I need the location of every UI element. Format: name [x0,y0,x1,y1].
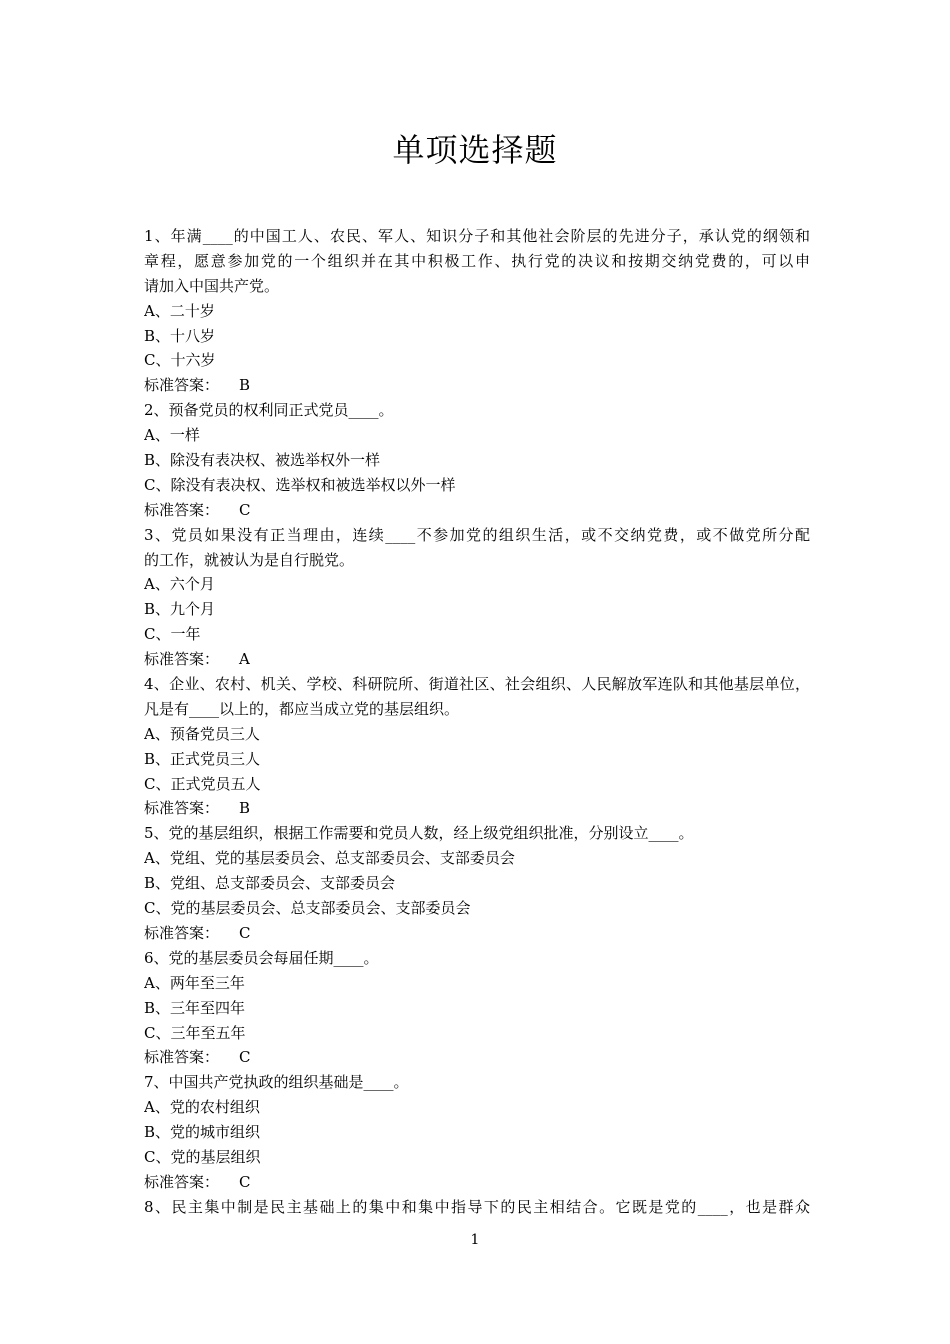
question-text: 8、民主集中制是民主基础上的集中和集中指导下的民主相结合。它既是党的____，也是群众 [144,1197,810,1216]
answer-option: B、党组、总支部委员会、支部委员会 [144,874,396,893]
answer-option: C、除没有表决权、选举权和被选举权以外一样 [144,475,456,494]
answer-option: A、六个月 [144,575,215,594]
question-text: 5、党的基层组织，根据工作需要和党员人数，经上级党组织批准，分别设立____。 [144,824,694,843]
answer-option: A、二十岁 [144,301,215,320]
answer-option: B、正式党员三人 [144,749,261,768]
answer-option: C、十六岁 [144,351,216,370]
answer-value: C [239,1048,251,1067]
question-text: 2、预备党员的权利同正式党员____。 [144,401,394,420]
question-item [144,821,810,945]
question-item [144,1195,810,1220]
question-text: 凡是有____以上的，都应当成立党的基层组织。 [144,699,460,718]
answer-option: C、党的基层组织 [144,1147,261,1166]
answer-option: A、预备党员三人 [144,724,260,743]
answer-value: B [239,376,251,395]
question-text: 3、党员如果没有正当理由，连续____不参加党的组织生活，或不交纳党费，或不做党所分配 [144,525,810,544]
question-item [144,523,810,672]
answer-value: C [239,923,251,942]
standard-answer [144,921,810,946]
question-text: 的工作，就被认为是自行脱党。 [144,550,355,569]
standard-answer [144,373,810,398]
standard-answer [144,1045,810,1070]
question-item [144,398,810,522]
question-item [144,1070,810,1194]
answer-option: C、一年 [144,625,201,644]
answer-option: A、一样 [144,426,200,445]
answer-option: A、党组、党的基层委员会、总支部委员会、支部委员会 [144,849,515,868]
question-item [144,224,810,398]
standard-answer [144,647,810,672]
page-title: 单项选择题 [392,131,558,169]
answer-option: B、九个月 [144,600,216,619]
question-text: 6、党的基层委员会每届任期____。 [144,948,379,967]
question-list [144,224,810,1220]
answer-value: C [239,1172,251,1191]
answer-option: C、党的基层委员会、总支部委员会、支部委员会 [144,899,471,918]
question-text: 1、年满____的中国工人、农民、军人、知识分子和其他社会阶层的先进分子，承认党的纲领和 [144,227,810,245]
question-text: 4、企业、农村、机关、学校、科研院所、街道社区、社会组织、人民解放军连队和其他基层单位， [144,675,810,694]
answer-option: A、党的农村组织 [144,1098,260,1117]
answer-label: 标准答案： [144,376,220,395]
question-text: 7、中国共产党执政的组织基础是____。 [144,1073,409,1092]
question-text: 请加入中国共产党。 [144,276,280,295]
standard-answer [144,498,810,523]
question-item [144,672,810,821]
answer-label: 标准答案： [144,650,220,669]
standard-answer [144,1170,810,1195]
answer-option: C、正式党员五人 [144,774,261,793]
answer-option: A、两年至三年 [144,973,245,992]
answer-option: B、除没有表决权、被选举权外一样 [144,451,381,470]
question-item [144,946,810,1070]
answer-option: B、十八岁 [144,326,216,345]
answer-value: B [239,799,251,818]
answer-label: 标准答案： [144,923,220,942]
answer-label: 标准答案： [144,1048,220,1067]
page-number: 1 [470,1232,480,1248]
answer-value: C [239,500,251,519]
question-text: 章程，愿意参加党的一个组织并在其中积极工作、执行党的决议和按期交纳党费的，可以申 [144,251,810,270]
answer-value: A [239,650,250,669]
answer-label: 标准答案： [144,1172,220,1191]
answer-option: C、三年至五年 [144,1023,246,1042]
answer-label: 标准答案： [144,500,220,519]
answer-option: B、三年至四年 [144,998,246,1017]
answer-label: 标准答案： [144,799,220,818]
standard-answer [144,796,810,821]
answer-option: B、党的城市组织 [144,1123,261,1142]
